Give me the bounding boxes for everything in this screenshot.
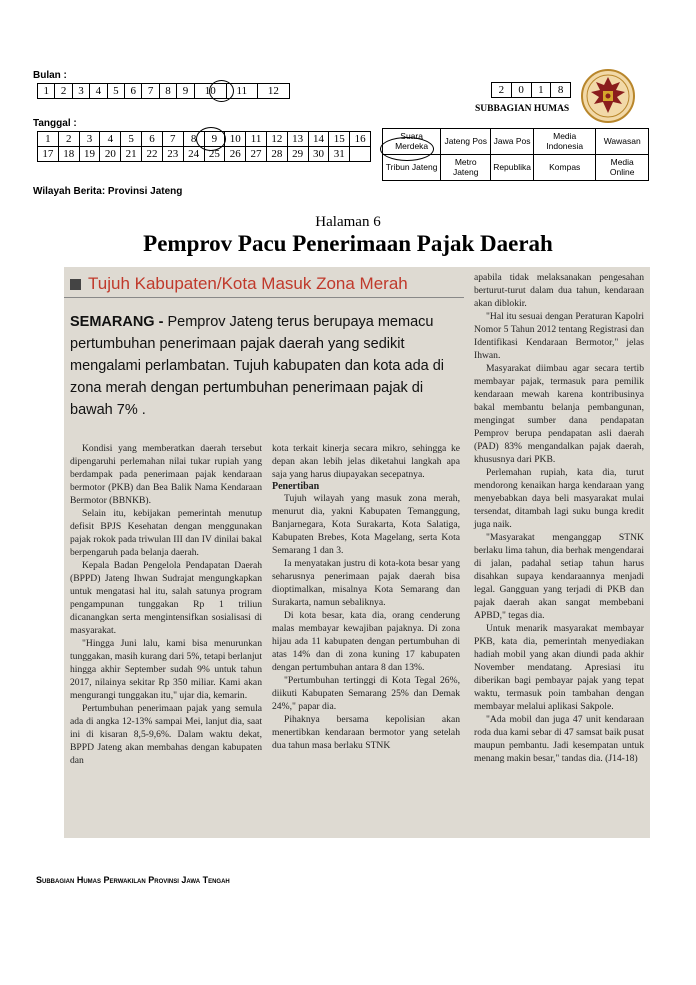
clip-lead [70, 311, 458, 421]
tanggal-cell: 26 [225, 147, 246, 162]
tanggal-cell: 8 [183, 132, 204, 147]
col3-paragraph: "Ada mobil dan juga 47 unit kendaraan roda dua kami sebar di 47 samsat baik pusat maupun pembantu. Jadi kesempatan untuk menang makin besar," tandas dia. (J14-18) [474, 714, 644, 764]
lead-text: Pemprov Jateng terus berupaya memacu pertumbuhan penerimaan pajak daerah yang sedikit mengalami perlambatan. Tujuh kabupaten dan kota ada di zona merah dengan pertumbuhan penerimaan pajak di bawah 7% . [70, 314, 445, 418]
tanggal-cell: 12 [266, 132, 287, 147]
page-title: Pemprov Pacu Penerimaan Pajak Daerah [143, 231, 553, 256]
col2-subheading: Penertiban [272, 481, 320, 492]
col3-paragraph: "Masyarakat menganggap STNK berlaku lima tahun, dia berhak mengendarai di jalan, padahal setiap tahun harus disahkan supaya kendaraannya menjadi legal. Gangguan yang terjadi di PKB dan pajak daerah akan sangat membebani APBD," tegas dia. [474, 532, 644, 621]
year-digit-cell: 2 [492, 83, 512, 98]
headline-bullet-icon [70, 279, 81, 290]
year-grid [491, 82, 571, 98]
media-cell: Republika [491, 155, 534, 181]
bulan-cell: 7 [142, 84, 159, 99]
footer-text: Subbagian Humas Perwakilan Provinsi Jawa Tengah [36, 875, 230, 885]
bulan-cell: 11 [226, 84, 257, 99]
tanggal-cell: 22 [142, 147, 163, 162]
media-cell: Jawa Pos [491, 129, 534, 155]
media-cell: Media Online [596, 155, 649, 181]
bulan-cell: 10 [194, 84, 226, 99]
tanggal-cell: 11 [246, 132, 267, 147]
tanggal-cell: 29 [287, 147, 308, 162]
lead-place: SEMARANG - [70, 314, 164, 330]
tanggal-cell: 1 [38, 132, 59, 147]
media-cell: Tribun Jateng [383, 155, 441, 181]
subbagian-humas-label: SUBBAGIAN HUMAS [475, 104, 570, 114]
tanggal-cell: 27 [246, 147, 267, 162]
tanggal-cell: 23 [162, 147, 183, 162]
media-cell: Wawasan [596, 129, 649, 155]
bulan-cell: 3 [72, 84, 89, 99]
article-column-1 [70, 442, 262, 767]
col3-paragraph: Perlemahan rupiah, kata dia, turut mendorong kenaikan harga kendaraan yang menyebabkan daya beli masyarakat mulai tersendat, ditambah lagi suku bunga kredit juga naik. [474, 467, 644, 530]
clip-headline: Tujuh Kabupaten/Kota Masuk Zona Merah [88, 274, 408, 293]
tanggal-cell: 21 [121, 147, 142, 162]
col1-paragraph: "Hingga Juni lalu, kami bisa menurunkan tunggakan, masih kurang dari 5%, tetapi berlanjut hingga akhir September sudah 9% untuk tahun 2017, nilainya sekitar Rp 350 miliar. Kami akan mengurangi tunggakan itu," ujar dia, kemarin. [70, 638, 262, 701]
tanggal-cell: 30 [308, 147, 329, 162]
tanggal-cell: 17 [38, 147, 59, 162]
tanggal-selected-circle [196, 127, 226, 151]
tanggal-cell: 9 [204, 132, 225, 147]
media-cell: Metro Jateng [441, 155, 491, 181]
tanggal-cell: 28 [266, 147, 287, 162]
media-cell: Kompas [534, 155, 596, 181]
bulan-cell: 4 [90, 84, 107, 99]
headline-divider [64, 297, 464, 298]
media-cell: Suara Merdeka [383, 129, 441, 155]
tanggal-cell: 31 [329, 147, 350, 162]
col1-paragraph: Kondisi yang memberatkan daerah tersebut dipengaruhi perlemahan nilai tukar rupiah yang berdampak pada penerimaan pajak kendaraan bermotor (PKB) dan Bea Balik Nama Kendaraan Bermotor (BBNKB). [70, 443, 262, 506]
tanggal-cell: 18 [58, 147, 79, 162]
tanggal-cell [350, 147, 371, 162]
bulan-label: Bulan : [33, 70, 67, 81]
media-cell: Jateng Pos [441, 129, 491, 155]
col2-paragraph: Ia menyatakan justru di kota-kota besar yang seharusnya penerimaan pajak daerah bisa dioptimalkan, misalnya Kota Semarang dan Surakarta, namun sebaliknya. [272, 558, 460, 608]
tanggal-cell: 15 [329, 132, 350, 147]
tanggal-cell: 25 [204, 147, 225, 162]
col2-paragraph: "Pertumbuhan tertinggi di Kota Tegal 26%, diikuti Kabupaten Semarang 25% dan Demak 24%," papar dia. [272, 675, 460, 712]
col3-paragraph: Masyarakat diimbau agar secara tertib membayar pajak, termasuk para pemilik kendaraan mewah karena kontribusinya bakal membantu belanja pembangunan, mengingat sumber dana pendapatan Pemprov berupa pendapatan asli daerah (PAD) 83% mengandalkan pajak daerah, khususnya dari PKB. [474, 363, 644, 465]
bulan-cell: 9 [177, 84, 194, 99]
tanggal-cell: 7 [162, 132, 183, 147]
year-digit-cell: 8 [551, 83, 571, 98]
col3-paragraph: Untuk menarik masyarakat membayar PKB, kata dia, pemerintah menyediakan hadiah mobil yang akan diundi pada akhir November mendatang. Apresiasi itu diberikan bagi pembayar pajak yang tepat waktu, termasuk poin tambahan dengan membayar melalui aplikasi Sakpole. [474, 623, 644, 712]
page-number: Halaman 6 [315, 214, 381, 230]
col2-intro: kota terkait kinerja secara mikro, sehingga ke depan akan lebih jelas diketahui langkah apa saja yang harus diupayakan secepatnya. [272, 443, 460, 480]
col1-paragraph: Selain itu, kebijakan pemerintah menutup defisit BPJS Kesehatan dengan menggunakan pajak rokok pada triwulan III dan IV dinilai bakal berpengaruh pada belanja daerah. [70, 508, 262, 558]
bulan-cell: 8 [159, 84, 176, 99]
tanggal-cell: 16 [350, 132, 371, 147]
tanggal-cell: 20 [100, 147, 121, 162]
tanggal-label: Tanggal : [33, 118, 77, 129]
article-column-3 [474, 271, 644, 765]
col3-paragraph: "Hal itu sesuai dengan Peraturan Kapolri Nomor 5 Tahun 2012 tentang Registrasi dan Identifikasi Kendaraan Bermotor," jelas Ihwan. [474, 311, 644, 361]
tanggal-cell: 24 [183, 147, 204, 162]
year-digit-cell: 1 [531, 83, 551, 98]
col3-intro: apabila tidak melaksanakan pengesahan berturut-turut dalam dua tahun, kendaraan akan diblokir. [474, 272, 644, 309]
tanggal-cell: 6 [142, 132, 163, 147]
bulan-cell: 5 [107, 84, 124, 99]
tanggal-cell: 5 [121, 132, 142, 147]
col1-paragraph: Kepala Badan Pengelola Pendapatan Daerah (BPPD) Jateng Ihwan Sudrajat mengungkapkan untuk mengatasi hal itu, salah satunya program pengampunan tunggakan Rp 1 triliun dicanangkan serta mengintensifkan sosialisasi di masyarakat. [70, 560, 262, 636]
year-digit-cell: 0 [511, 83, 531, 98]
tanggal-cell: 19 [79, 147, 100, 162]
bulan-cell: 2 [55, 84, 72, 99]
tanggal-cell: 10 [225, 132, 246, 147]
garuda-emblem-icon [578, 68, 638, 124]
newspaper-clipping [64, 267, 650, 838]
bulan-grid [37, 83, 290, 99]
wilayah-berita: Wilayah Berita: Provinsi Jateng [33, 186, 183, 197]
bulan-cell: 1 [38, 84, 55, 99]
tanggal-cell: 14 [308, 132, 329, 147]
media-selected-circle [380, 137, 434, 161]
bulan-selected-circle [209, 80, 234, 102]
col2-paragraph: Pihaknya bersama kepolisian akan menertibkan kendaraan bermotor yang setelah dua tahun masa berlaku STNK [272, 714, 460, 751]
tanggal-cell: 13 [287, 132, 308, 147]
bulan-cell: 6 [125, 84, 142, 99]
media-cell: Media Indonesia [534, 129, 596, 155]
tanggal-cell: 3 [79, 132, 100, 147]
col2-paragraph: Di kota besar, kata dia, orang cenderung malas membayar kewajiban pajaknya. Di zona hijau ada 11 kabupaten dengan pertumbuhan di atas 14% dan di zona kuning 17 kabupaten dengan pertumbuhan antara 8 dan 13%. [272, 610, 460, 673]
article-column-2 [272, 442, 460, 752]
tanggal-cell: 4 [100, 132, 121, 147]
bulan-cell: 12 [257, 84, 289, 99]
col2-paragraph: Tujuh wilayah yang masuk zona merah, menurut dia, yakni Kabupaten Temanggung, Banjarnegara, Kota Surakarta, Kota Salatiga, Kabupaten Brebes, Kota Magelang, serta Kota Semarang 1 dan 3. [272, 493, 460, 556]
col1-paragraph: Pertumbuhan penerimaan pajak yang semula ada di angka 12-13% sampai Mei, lanjut dia, saat ini di kisaran 8,5-9,6%. Dalam waktu dekat, BPPD Jateng akan membahas dengan kabupaten dan [70, 703, 262, 766]
tanggal-cell: 2 [58, 132, 79, 147]
